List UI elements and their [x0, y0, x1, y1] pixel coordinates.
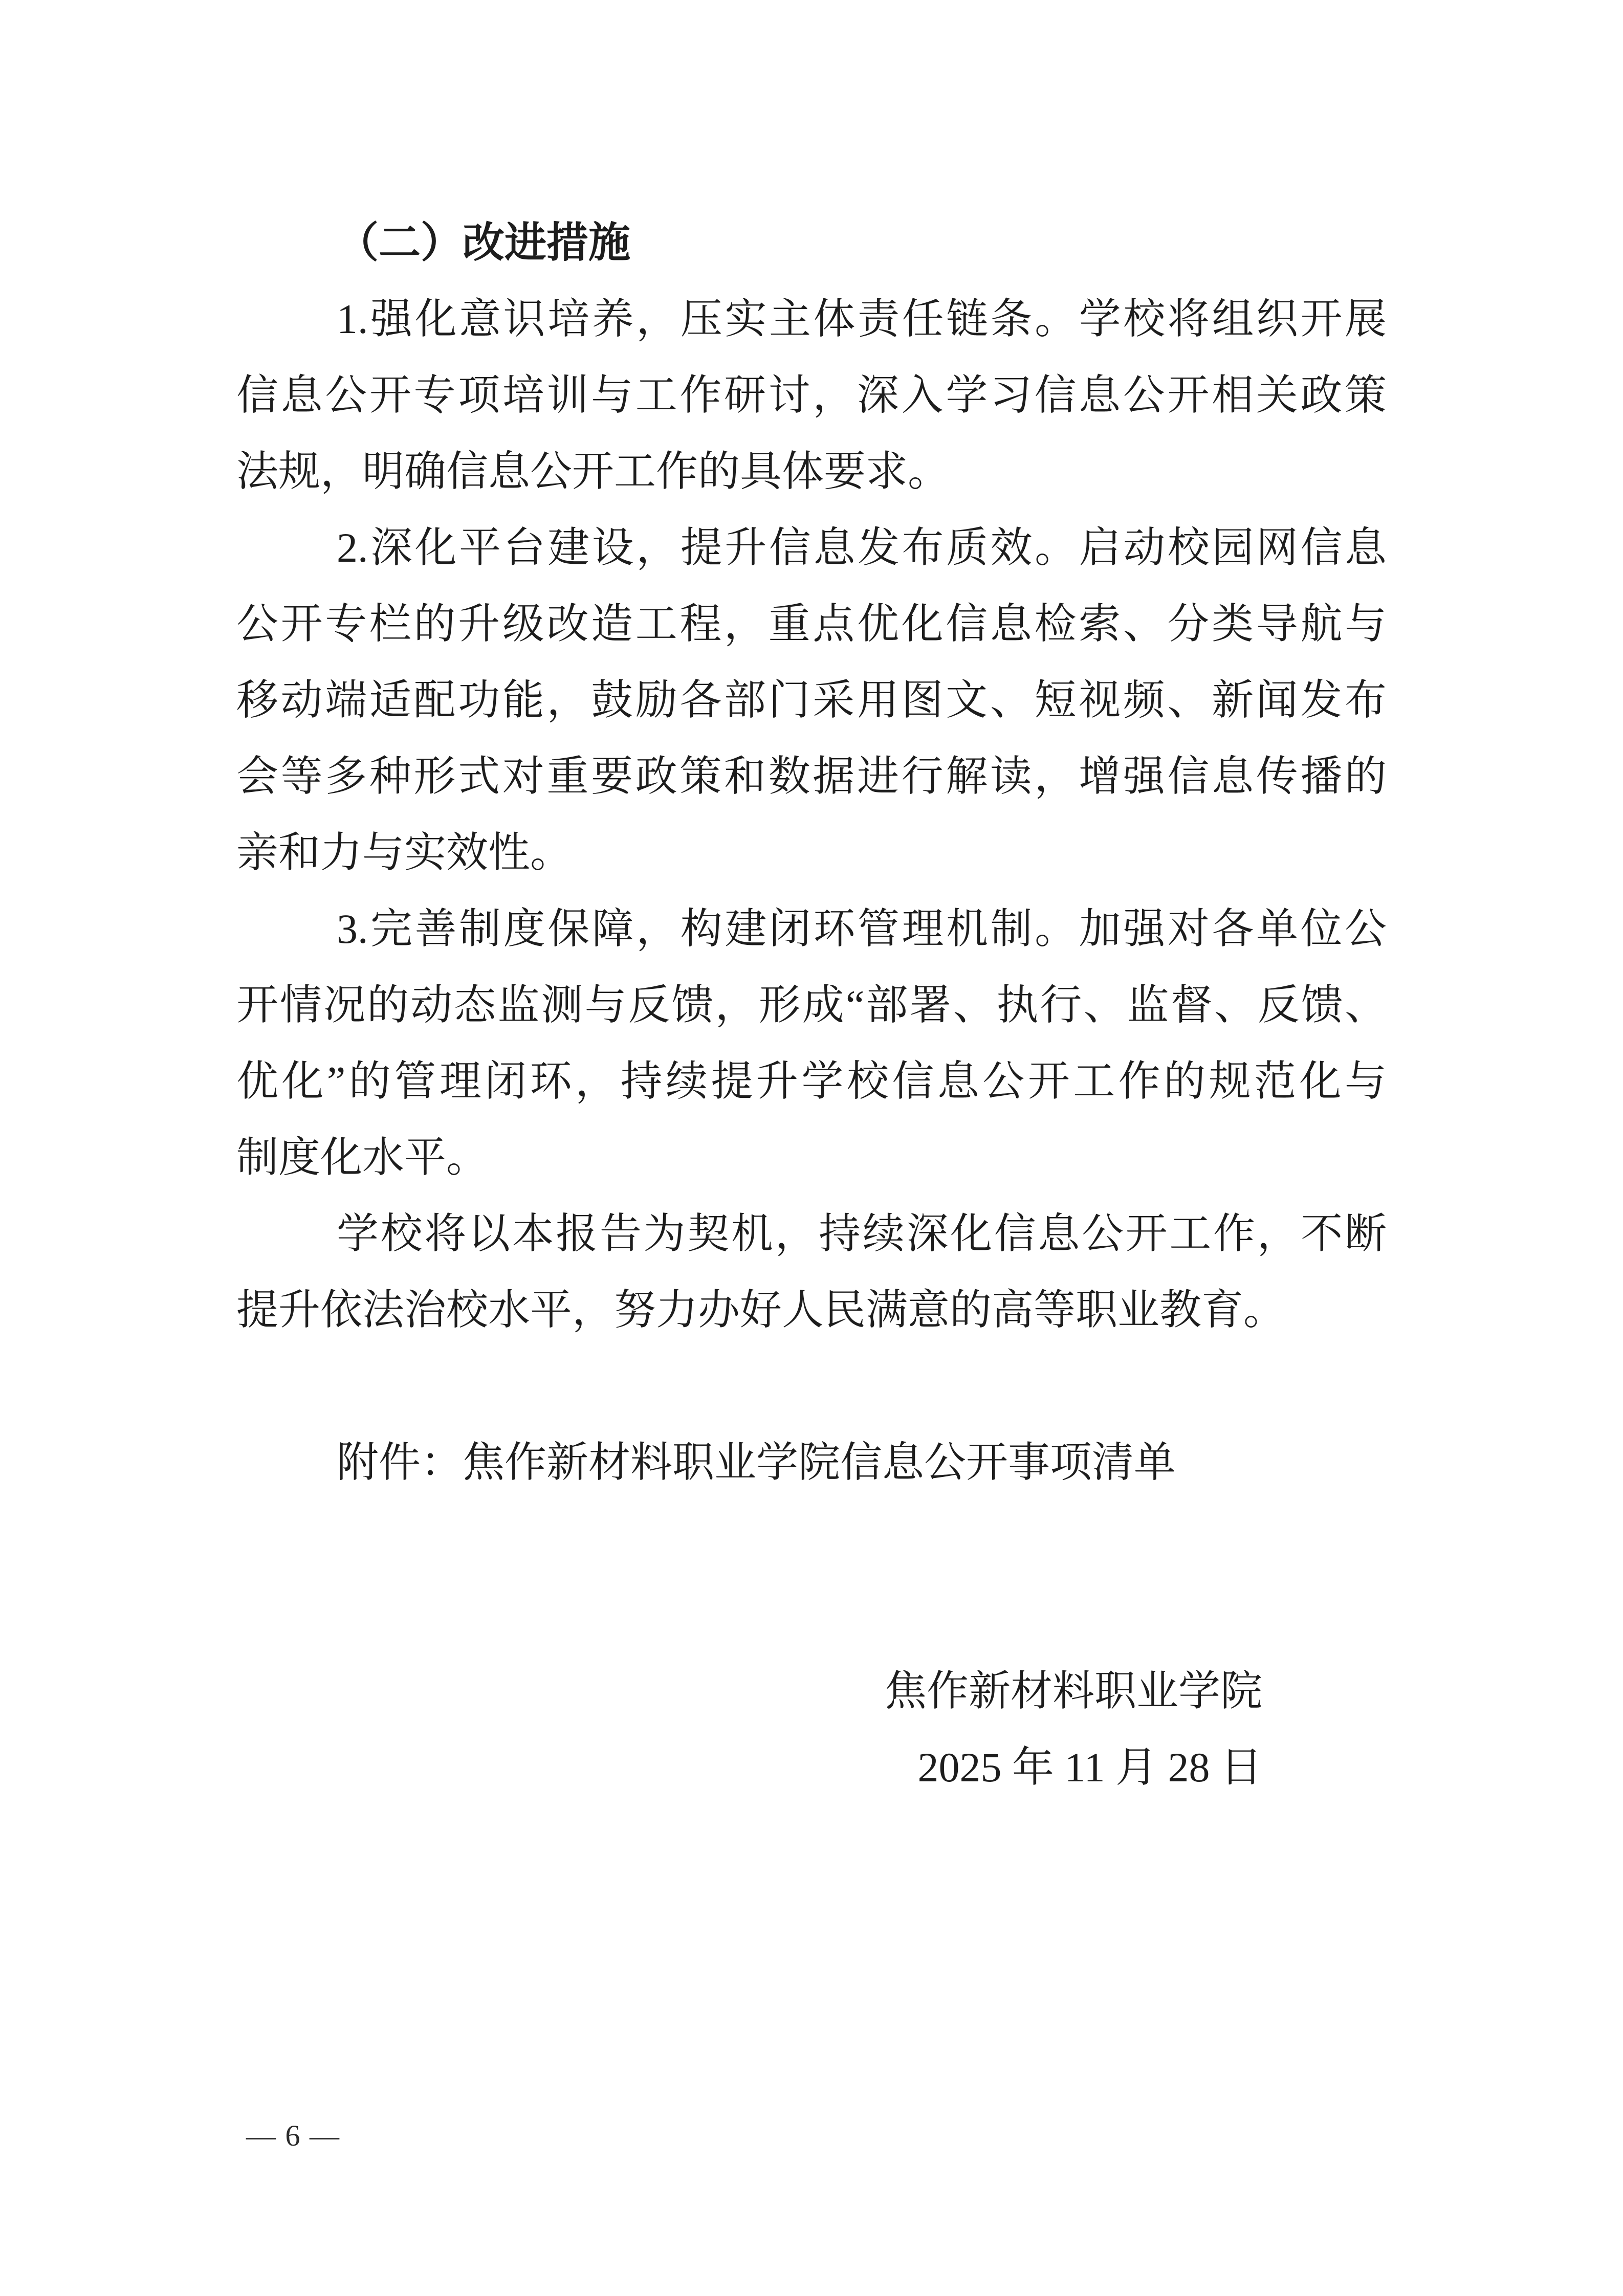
attachment-line: 附件：焦作新材料职业学院信息公开事项清单	[337, 1439, 1176, 1486]
text-line: 2.深化平台建设，提升信息发布质效。启动校园网信息	[337, 524, 1387, 571]
text-line: 1.强化意识培养，压实主体责任链条。学校将组织开展	[337, 296, 1387, 342]
text-line: 优化”的管理闭环，持续提升学校信息公开工作的规范化与	[236, 1058, 1387, 1105]
text-line: 移动端适配功能，鼓励各部门采用图文、短视频、新闻发布	[236, 677, 1387, 723]
text-line: 学校将以本报告为契机，持续深化信息公开工作，不断	[337, 1210, 1387, 1257]
text-line: 信息公开专项培训与工作研讨，深入学习信息公开相关政策	[236, 372, 1387, 418]
signature-date: 2025 年 11 月 28 日	[917, 1744, 1262, 1791]
text-line: 公开专栏的升级改造工程，重点优化信息检索、分类导航与	[236, 601, 1387, 647]
paragraph	[236, 1196, 1387, 1348]
text-line: 3.完善制度保障，构建闭环管理机制。加强对各单位公	[337, 906, 1387, 952]
signature-organization: 焦作新材料职业学院	[884, 1668, 1262, 1714]
page-number: — 6 —	[246, 2119, 340, 2152]
text-line: 法规，明确信息公开工作的具体要求。	[236, 448, 950, 495]
section-heading: （二）改进措施	[337, 219, 631, 266]
text-line: 开情况的动态监测与反馈，形成“部署、执行、监督、反馈、	[236, 982, 1387, 1028]
document-body	[236, 205, 1387, 1805]
text-line: 制度化水平。	[236, 1134, 489, 1181]
text-line: 提升依法治校水平，努力办好人民满意的高等职业教育。	[236, 1287, 1286, 1333]
text-line: 亲和力与实效性。	[236, 829, 573, 876]
text-line: 会等多种形式对重要政策和数据进行解读，增强信息传播的	[236, 753, 1387, 800]
signoff-block	[236, 1653, 1387, 1805]
paragraph	[236, 510, 1387, 891]
paragraph	[236, 281, 1387, 510]
paragraph	[236, 891, 1387, 1196]
